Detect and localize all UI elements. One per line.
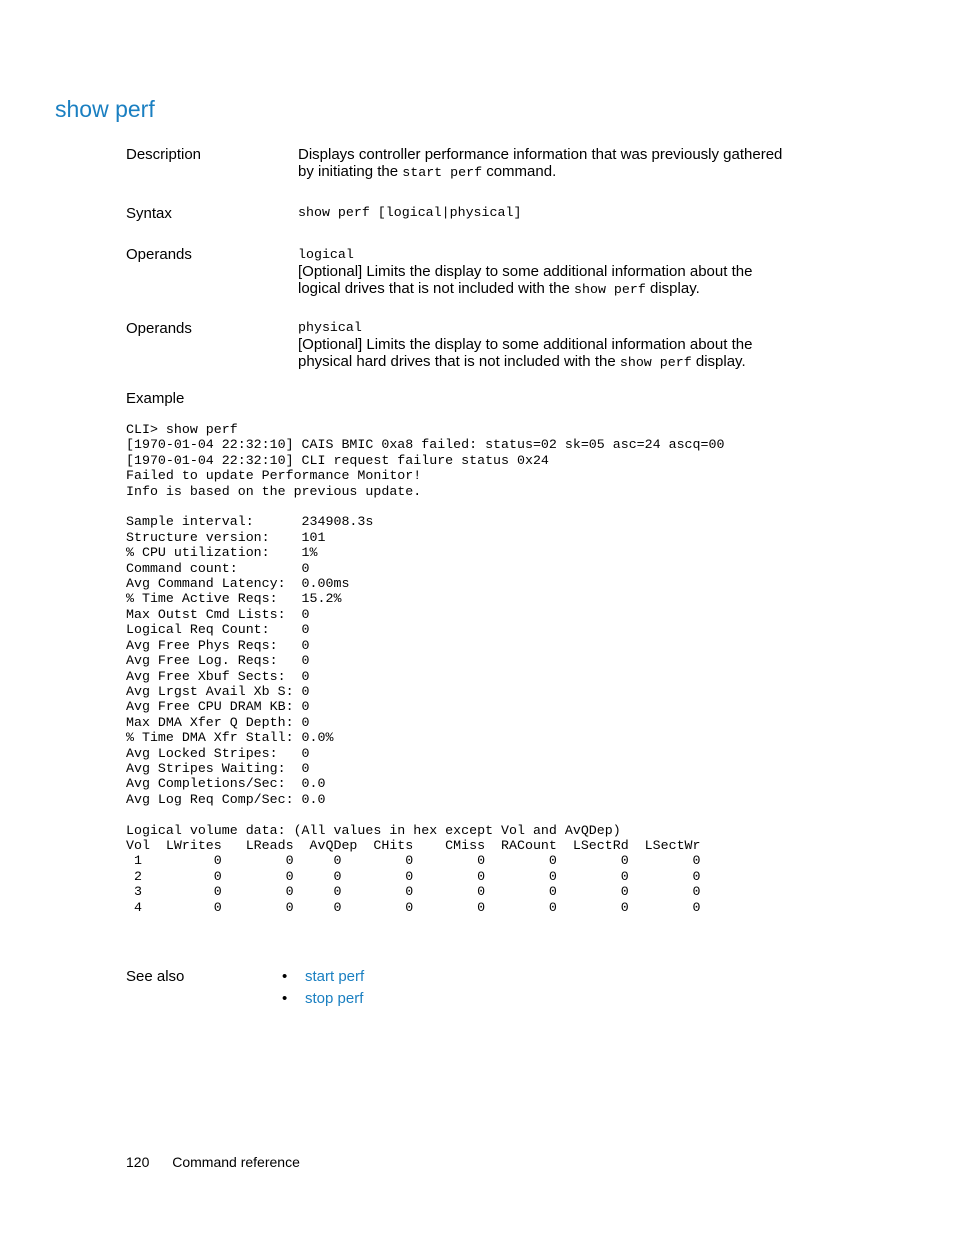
see-also-label: See also [126, 968, 185, 985]
operand-desc-line-1: [Optional] Limits the display to some additional information about the [298, 263, 753, 280]
description-code: start perf [402, 165, 483, 180]
description-text [298, 146, 798, 181]
description-line-2: by initiating the [298, 163, 399, 180]
description-line-1: Displays controller performance information that was previously gathered [298, 146, 783, 163]
footer-section-title: Command reference [172, 1154, 300, 1170]
operand-desc-line-2: logical drives that is not included with the [298, 280, 570, 297]
operand-code: show perf [574, 282, 646, 297]
operands-label: Operands [126, 246, 192, 263]
bullet-icon: • [282, 968, 288, 985]
link-start-perf[interactable]: start perf [305, 968, 365, 985]
description-label: Description [126, 146, 202, 163]
page-footer [126, 1154, 300, 1170]
operand-desc-line-1: [Optional] Limits the display to some additional information about the [298, 336, 753, 353]
operand-physical [298, 318, 798, 371]
description-line-3: command. [486, 163, 557, 180]
see-also-list [282, 967, 364, 1011]
operand-desc-line-3: display. [695, 353, 746, 370]
example-label: Example [126, 390, 185, 407]
list-item [282, 967, 364, 989]
operand-logical [298, 245, 798, 298]
syntax-label: Syntax [126, 205, 172, 222]
bullet-icon: • [282, 990, 288, 1007]
link-stop-perf[interactable]: stop perf [305, 990, 364, 1007]
operand-desc-line-2: physical hard drives that is not included with the [298, 353, 616, 370]
operand-name: physical [298, 320, 362, 335]
operand-desc-line-3: display. [650, 280, 700, 297]
operands-label: Operands [126, 320, 192, 337]
list-item [282, 989, 364, 1011]
page-title: show perf [55, 96, 155, 122]
syntax-code: show perf [logical|physical] [298, 205, 522, 220]
example-code-block: CLI> show perf [1970-01-04 22:32:10] CAIS BMIC 0xa8 failed: status=02 sk=05 asc=24 ascq=00 [1970-01-04 22:32:10] CLI request failure status 0x24 Failed to update Performance Monitor! Info is based on the previous update. Sample interval: 234908.3s Structure version: 101 % CPU utilization: 1% Command count: 0 Avg Command Latency: 0.00ms % Time Active Reqs: 15.2% Max Outst Cmd Lists: 0 Logical Req Count: 0 Avg Free Phys Reqs: 0 Avg Free Log. Reqs: 0 Avg Free Xbuf Sects: 0 Avg Lrgst Avail Xb S: 0 Avg Free CPU DRAM KB: 0 Max DMA Xfer Q Depth: 0 % Time DMA Xfr Stall: 0.0% Avg Locked Stripes: 0 Avg Stripes Waiting: 0 Avg Completions/Sec: 0.0 Avg Log Req Comp/Sec: 0.0 Logical volume data: (All values in hex except Vol and AvQDep) Vol LWrites LReads AvQDep CHits CMiss RACount LSectRd LSectWr 1 0 0 0 0 0 0 0 0 2 0 0 0 0 0 0 0 0 3 0 0 0 0 0 0 0 0 4 0 0 0 0 0 0 0 0 [126, 422, 725, 915]
operand-name: logical [298, 247, 354, 262]
operand-code: show perf [619, 355, 692, 370]
page-number: 120 [126, 1154, 150, 1170]
